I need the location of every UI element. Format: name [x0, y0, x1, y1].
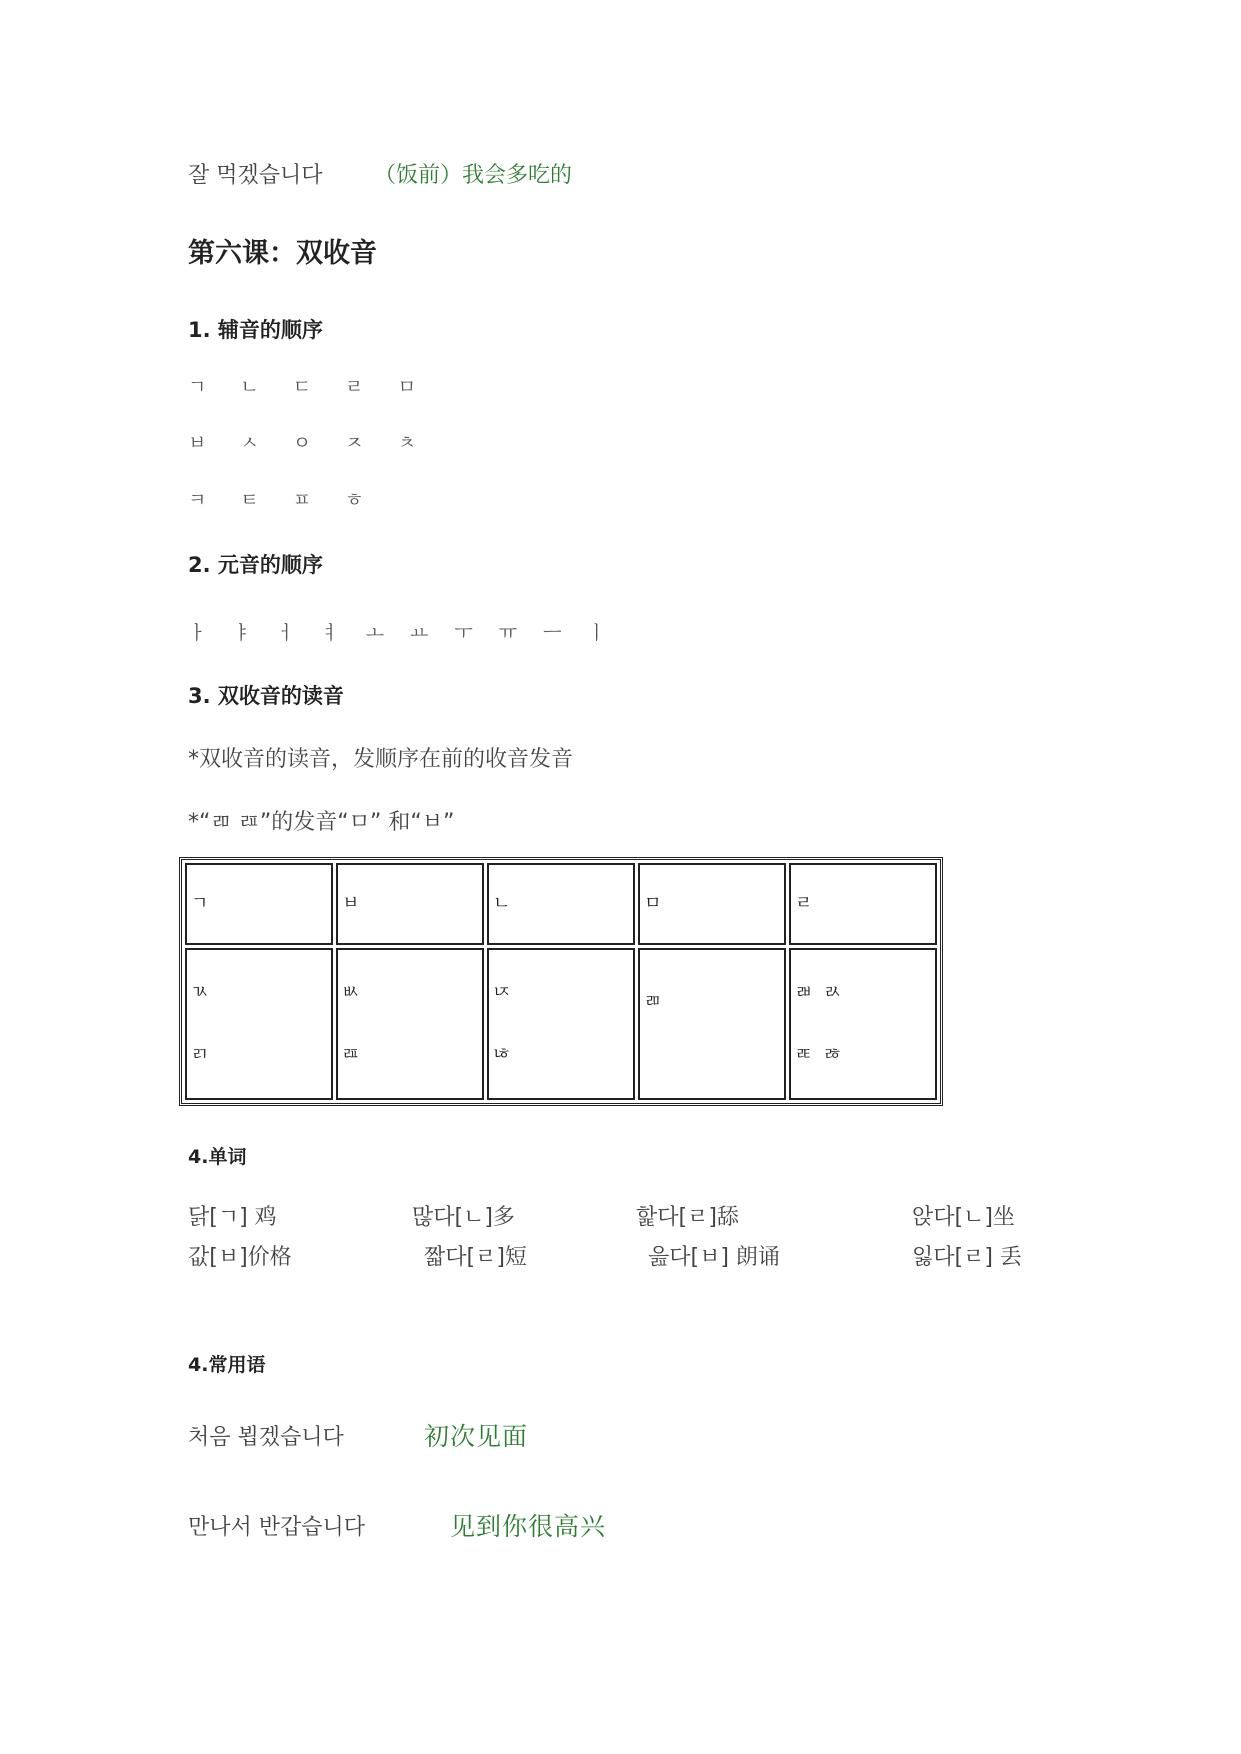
phrase-korean: 만나서 반갑습니다	[188, 1515, 366, 1540]
section5-heading: 4.常用语	[188, 1354, 266, 1376]
top-phrase-chinese: （饭前）我会多吃的	[374, 163, 573, 188]
table-body-cell	[638, 948, 786, 1100]
section2-heading: 2. 元音的顺序	[188, 553, 323, 577]
table-header-cell: ㅁ	[638, 863, 786, 945]
section3-note-2: *“ㄻ ㄿ”的发音“ㅁ” 和“ㅂ”	[188, 810, 455, 835]
table-header-cell: ㄱ	[185, 863, 333, 945]
section1-heading: 1. 辅音的顺序	[188, 318, 323, 342]
table-body-cell	[185, 948, 333, 1100]
consonant-row-2: ㅂ ㅅ ㅇ ㅈ ㅊ	[188, 432, 430, 454]
vocab-item: 앉다[ㄴ]坐	[912, 1205, 1015, 1230]
table-header-cell: ㅂ	[336, 863, 484, 945]
table-header-row	[185, 863, 937, 945]
final-consonant-table	[179, 857, 943, 1106]
vocab-item: 많다[ㄴ]多	[412, 1205, 515, 1230]
cell-line: ㄿ	[342, 1044, 360, 1065]
section4-heading: 4.单词	[188, 1146, 247, 1168]
cell-line: ㄻ	[644, 991, 662, 1012]
vocab-item: 닭[ㄱ] 鸡	[188, 1205, 277, 1230]
consonant-row-3: ㅋ ㅌ ㅍ ㅎ	[188, 489, 378, 511]
cell-line: ㄵ	[493, 982, 511, 1003]
vocab-item: 잃다[ㄹ] 丢	[912, 1245, 1022, 1270]
table-header-cell: ㄹ	[789, 863, 937, 945]
cell-line: ㄶ	[493, 1044, 511, 1065]
cell-line: ㄼ ㄽ	[795, 982, 842, 1003]
table-body-cell	[487, 948, 635, 1100]
vocab-item: 핥다[ㄹ]舔	[636, 1205, 739, 1230]
table-body-cell	[789, 948, 937, 1100]
phrase-chinese: 见到你很高兴	[450, 1512, 607, 1541]
vocab-item: 읊다[ㅂ] 朗诵	[648, 1245, 780, 1270]
cell-line: ㄾ ㅀ	[795, 1044, 842, 1065]
table-body-row	[185, 948, 937, 1100]
phrase-korean: 처음 뵙겠습니다	[188, 1425, 344, 1450]
table-body-cell	[336, 948, 484, 1100]
table-header-cell: ㄴ	[487, 863, 635, 945]
lesson-title: 第六课：双收音	[188, 238, 377, 269]
consonant-row-1: ㄱ ㄴ ㄷ ㄹ ㅁ	[188, 376, 430, 398]
cell-line: ㅄ	[342, 982, 360, 1003]
section3-heading: 3. 双收音的读音	[188, 684, 344, 708]
cell-line: ㄺ	[191, 1044, 209, 1065]
vocab-item: 짧다[ㄹ]短	[424, 1245, 527, 1270]
vowel-row: ㅏ ㅑ ㅓ ㅕ ㅗ ㅛ ㅜ ㅠ ㅡ ㅣ	[188, 622, 616, 644]
vocab-item: 값[ㅂ]价格	[188, 1245, 292, 1270]
top-phrase-korean: 잘 먹겠습니다	[188, 163, 323, 188]
section3-note-1: *双收音的读音，发顺序在前的收音发音	[188, 747, 574, 772]
phrase-chinese: 初次见面	[424, 1422, 529, 1451]
cell-line: ㄳ	[191, 982, 209, 1003]
